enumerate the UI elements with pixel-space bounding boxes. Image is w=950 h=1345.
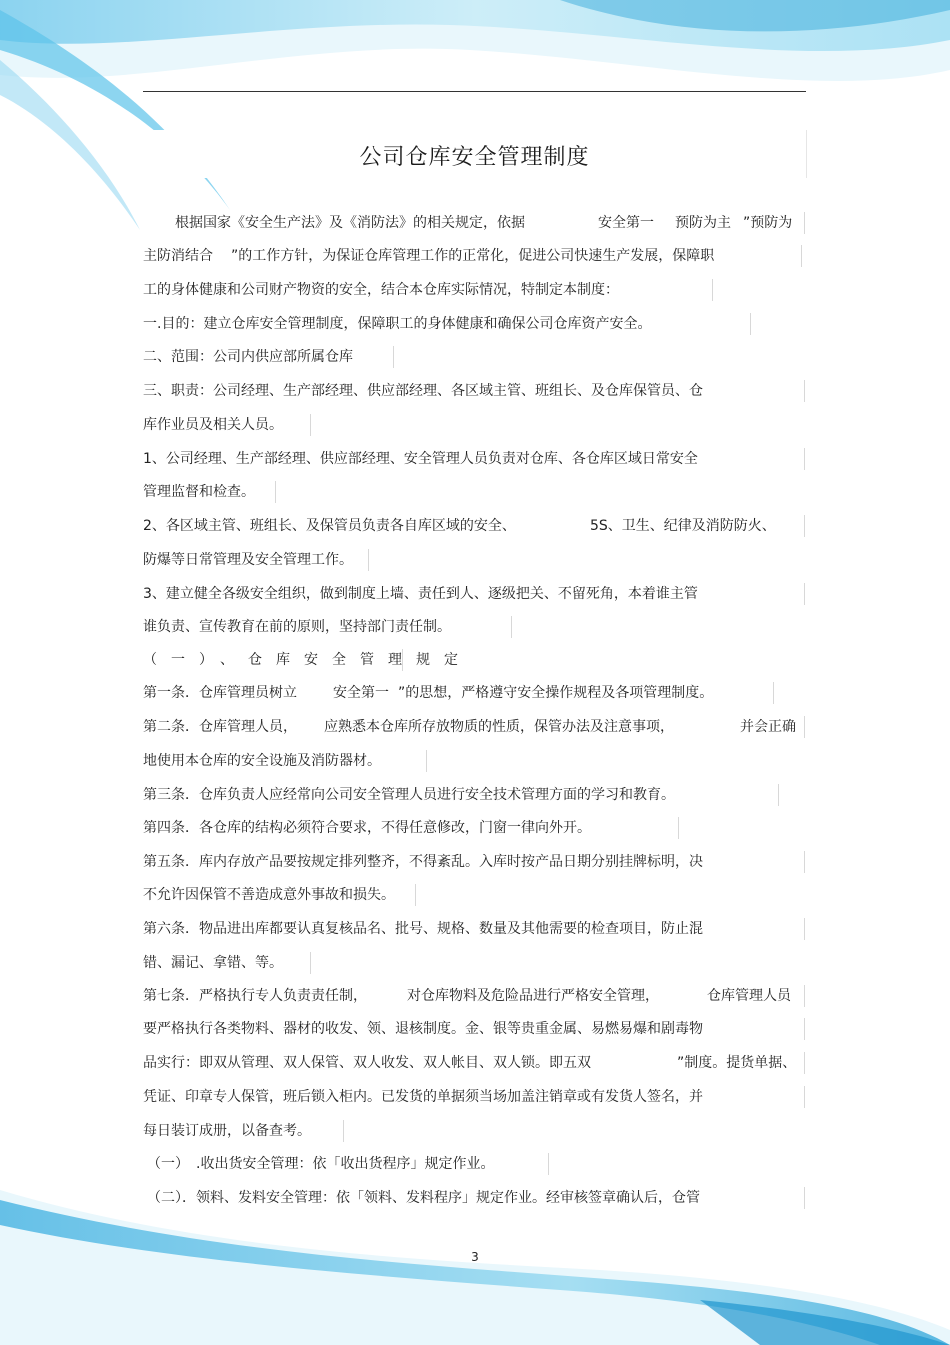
line-text: 工的身体健康和公司财产物资的安全，结合本仓库实际情况，特制定本制度： (143, 282, 619, 298)
line-text: （一） (147, 1156, 189, 1172)
line-text: 防爆等日常管理及安全管理工作。 (143, 552, 353, 568)
body-line (143, 750, 427, 772)
line-text: 第六条．物品进出库都要认真复核品名、批号、规格、数量及其他需要的检查项目，防止混 (143, 921, 703, 937)
line-text: 品实行：即双从管理、双人保管、双人收发、双人帐目、双人锁。即五双 (143, 1055, 591, 1071)
line-text: 要严格执行各类物料、器材的收发、领、退核制度。金、银等贵重金属、易燃易爆和剧毒物 (143, 1021, 703, 1037)
body-line (143, 1120, 344, 1142)
body-line (143, 1086, 805, 1108)
body-line (143, 616, 512, 638)
line-text: 安全第一 (333, 685, 389, 701)
body-line (143, 346, 394, 368)
line-text: （二）．领料、发料安全管理：依「领料、发料程序」规定作业。经审核签章确认后，仓管 (147, 1190, 700, 1206)
line-text: 仓库管理人员 (707, 988, 791, 1004)
line-text: 不允许因保管不善造成意外事故和损失。 (143, 887, 395, 903)
body-line (143, 1187, 805, 1209)
body-line (143, 313, 751, 335)
line-text: 库作业员及相关人员。 (143, 417, 283, 433)
body-line (143, 448, 805, 470)
body-line (143, 1052, 805, 1074)
body-line (143, 279, 713, 301)
line-text: 第四条．各仓库的结构必须符合要求，不得任意修改，门窗一律向外开。 (143, 820, 591, 836)
line-text: 管理监督和检查。 (143, 484, 255, 500)
body-line (143, 985, 805, 1007)
line-text: 地使用本仓库的安全设施及消防器材。 (143, 753, 381, 769)
line-text: 对仓库物料及危险品进行严格安全管理， (407, 988, 659, 1004)
body-line (143, 380, 805, 402)
body-line (143, 952, 311, 974)
line-text: 三、职责：公司经理、生产部经理、供应部经理、各区域主管、班组长、及仓库保管员、仓 (143, 383, 703, 399)
line-text: .收出货安全管理：依「收出货程序」规定作业。 (196, 1156, 495, 1172)
body-line (143, 1018, 805, 1040)
line-text: 1、公司经理、生产部经理、供应部经理、安全管理人员负责对仓库、各仓库区域日常安全 (143, 451, 698, 467)
body-line (143, 414, 311, 436)
body-line (143, 481, 276, 503)
body-line (143, 649, 472, 671)
line-text: ”的工作方针，为保证仓库管理工作的正常化，促进公司快速生产发展，保障职 (231, 248, 715, 264)
line-text: 第一条．仓库管理员树立 (143, 685, 297, 701)
body-line (143, 583, 805, 605)
line-text: 预防为主 (675, 215, 731, 231)
line-text: ”制度。提货单据、 (677, 1055, 797, 1071)
body-line (143, 1153, 549, 1175)
body-line (143, 716, 805, 738)
body-line (143, 245, 802, 267)
body-line (143, 549, 369, 571)
line-text: 错、漏记、拿错、等。 (143, 955, 283, 971)
line-text: 每日装订成册，以备查考。 (143, 1123, 311, 1139)
line-text: 5S、卫生、纪律及消防防火、 (590, 518, 776, 534)
body-line (143, 784, 779, 806)
body-line (143, 918, 805, 940)
line-text: ”预防为 (743, 215, 793, 231)
line-text: 谁负责、宣传教育在前的原则，坚持部门责任制。 (143, 619, 451, 635)
line-text: 第七条．严格执行专人负责责任制， (143, 988, 367, 1004)
line-text: 安全第一 (598, 215, 654, 231)
line-text: 并会正确 (740, 719, 796, 735)
line-text: 第五条．库内存放产品要按规定排列整齐，不得紊乱。入库时按产品日期分别挂牌标明，决 (143, 854, 703, 870)
line-text: 二、范围：公司内供应部所属仓库 (143, 349, 353, 365)
document-title: 公司仓库安全管理制度 (359, 145, 590, 170)
line-text: 应熟悉本仓库所存放物质的性质，保管办法及注意事项， (324, 719, 674, 735)
body-line (143, 212, 805, 234)
header-rule (143, 91, 806, 92)
line-text: 凭证、印章专人保管，班后锁入柜内。已发货的单据须当场加盖注销章或有发货人签名，并 (143, 1089, 703, 1105)
body-line (143, 682, 774, 704)
line-text: 主防消结合 (143, 248, 213, 264)
body-line (143, 817, 679, 839)
line-text: 第二条．仓库管理人员， (143, 719, 297, 735)
body-line (143, 851, 805, 873)
section-heading: （一）、仓库安全管理规定 (143, 652, 472, 668)
line-text: 一.目的：建立仓库安全管理制度，保障职工的身体健康和确保公司仓库资产安全。 (143, 316, 652, 332)
title-box (143, 130, 807, 178)
line-text: 3、建立健全各级安全组织，做到制度上墙、责任到人、逐级把关、不留死角，本着谁主管 (143, 586, 698, 602)
body-line (143, 884, 416, 906)
line-text: 根据国家《安全生产法》及《消防法》的相关规定，依据 (175, 215, 525, 231)
line-text: 2、各区域主管、班组长、及保管员负责各自库区域的安全、 (143, 518, 516, 534)
line-text: 第三条．仓库负责人应经常向公司安全管理人员进行安全技术管理方面的学习和教育。 (143, 787, 675, 803)
body-line (143, 515, 805, 537)
page-number: 3 (471, 1250, 479, 1264)
line-text: ”的思想，严格遵守安全操作规程及各项管理制度。 (398, 685, 714, 701)
